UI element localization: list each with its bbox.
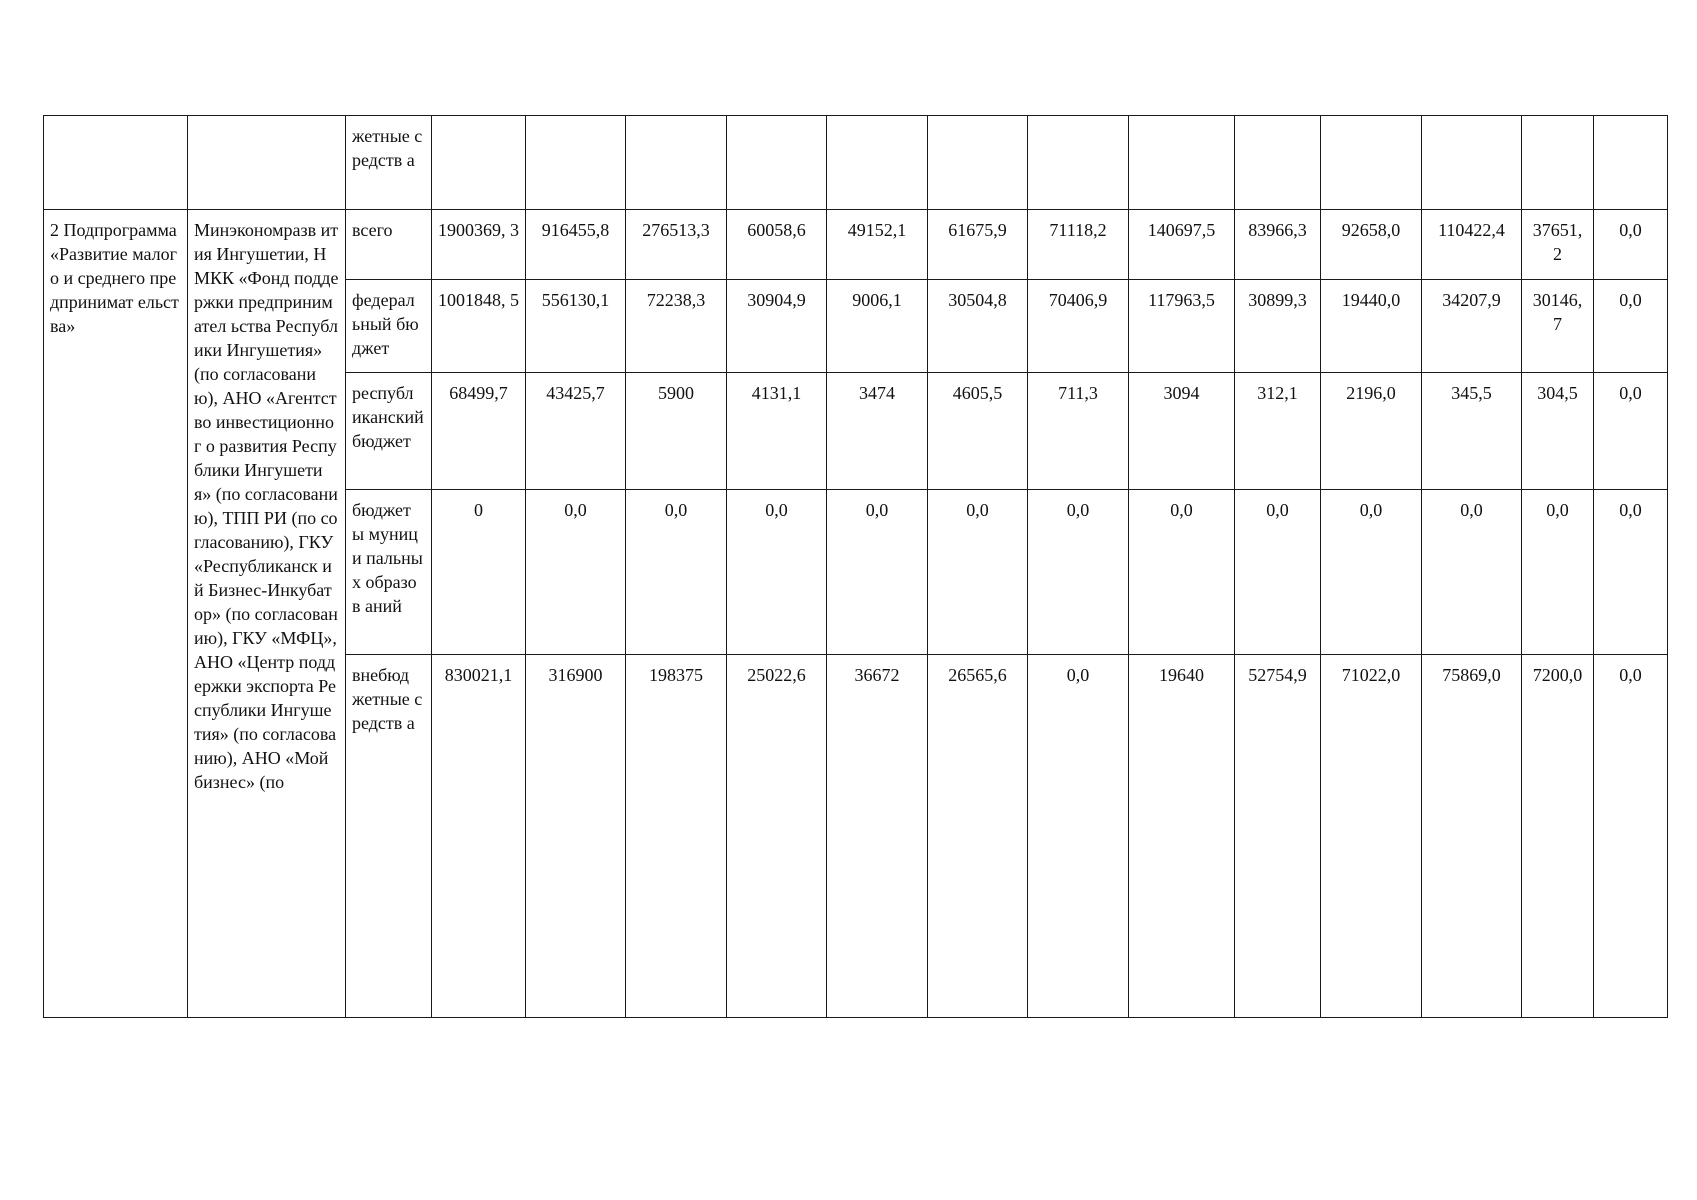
cell-empty [526,116,626,210]
value-cell: 0,0 [1321,490,1422,655]
value-cell: 19440,0 [1321,280,1422,373]
value-cell: 0,0 [1028,490,1129,655]
value-cell: 71022,0 [1321,655,1422,1018]
value-cell: 34207,9 [1422,280,1522,373]
value-cell: 92658,0 [1321,210,1422,280]
value-cell: 140697,5 [1129,210,1235,280]
value-cell: 0,0 [626,490,727,655]
table-row-total [44,210,1668,280]
value-cell: 0,0 [1235,490,1321,655]
value-cell: 711,3 [1028,373,1129,490]
value-cell: 117963,5 [1129,280,1235,373]
value-cell: 916455,8 [526,210,626,280]
value-cell: 3094 [1129,373,1235,490]
value-cell: 52754,9 [1235,655,1321,1018]
value-cell: 0,0 [1129,490,1235,655]
value-cell: 0,0 [928,490,1028,655]
cell-empty [928,116,1028,210]
value-cell: 198375 [626,655,727,1018]
value-cell: 7200,0 [1522,655,1594,1018]
value-cell: 3474 [827,373,928,490]
cell-empty [432,116,526,210]
source-cell: внебюд жетные средств а [346,655,432,1018]
value-cell: 4131,1 [727,373,827,490]
value-cell: 30899,3 [1235,280,1321,373]
value-cell: 2196,0 [1321,373,1422,490]
value-cell: 0,0 [1422,490,1522,655]
cell-empty [1594,116,1668,210]
value-cell: 0,0 [727,490,827,655]
value-cell: 71118,2 [1028,210,1129,280]
value-cell: 61675,9 [928,210,1028,280]
value-cell: 1001848, 5 [432,280,526,373]
cell-empty [1321,116,1422,210]
value-cell: 9006,1 [827,280,928,373]
value-cell: 110422,4 [1422,210,1522,280]
value-cell: 0,0 [1594,210,1668,280]
value-cell: 830021,1 [432,655,526,1018]
source-cell: бюджет ы муници пальных образов аний [346,490,432,655]
source-cell: республ иканский бюджет [346,373,432,490]
cell-empty [727,116,827,210]
value-cell: 0,0 [1522,490,1594,655]
value-cell: 4605,5 [928,373,1028,490]
value-cell: 60058,6 [727,210,827,280]
value-cell: 30504,8 [928,280,1028,373]
value-cell: 0,0 [1594,655,1668,1018]
cell-empty [1028,116,1129,210]
value-cell: 316900 [526,655,626,1018]
cell-empty [188,116,346,210]
source-cell: всего [346,210,432,280]
value-cell: 83966,3 [1235,210,1321,280]
value-cell: 70406,9 [1028,280,1129,373]
value-cell: 75869,0 [1422,655,1522,1018]
value-cell: 556130,1 [526,280,626,373]
value-cell: 304,5 [1522,373,1594,490]
budget-table [43,115,1668,1018]
value-cell: 36672 [827,655,928,1018]
value-cell: 5900 [626,373,727,490]
value-cell: 0,0 [1028,655,1129,1018]
cell-empty [1422,116,1522,210]
cell-empty [1235,116,1321,210]
cell-empty [1129,116,1235,210]
cell-empty [1522,116,1594,210]
value-cell: 30904,9 [727,280,827,373]
value-cell: 68499,7 [432,373,526,490]
value-cell: 0,0 [1594,280,1668,373]
value-cell: 72238,3 [626,280,727,373]
value-cell: 26565,6 [928,655,1028,1018]
source-cell: жетные средств а [346,116,432,210]
cell-empty [44,116,188,210]
value-cell: 43425,7 [526,373,626,490]
table-row-continued [44,116,1668,210]
value-cell: 0,0 [1594,490,1668,655]
value-cell: 37651, 2 [1522,210,1594,280]
value-cell: 0,0 [526,490,626,655]
value-cell: 49152,1 [827,210,928,280]
value-cell: 30146, 7 [1522,280,1594,373]
subprogram-name: 2 Подпрограмма «Развитие малого и среднего предпринимат ельства» [44,210,188,1018]
subprogram-executors: Минэкономразв ития Ингушетии, НМКК «Фонд поддержки предпринимател ьства Республики Ингушетия» (по согласованию), АНО «Агентство инвестиционног о развития Республики Ингушетия» (по согласованию), ТПП РИ (по согласованию), ГКУ «Республиканск ий Бизнес-Инкубатор» (по согласованию), ГКУ «МФЦ», АНО «Центр поддержки экспорта Республики Ингушетия» (по согласованию), АНО «Мой бизнес» (по [188,210,346,1018]
value-cell: 345,5 [1422,373,1522,490]
value-cell: 19640 [1129,655,1235,1018]
value-cell: 0 [432,490,526,655]
value-cell: 0,0 [827,490,928,655]
cell-empty [827,116,928,210]
value-cell: 1900369, 3 [432,210,526,280]
cell-empty [626,116,727,210]
source-cell: федерал ьный бюджет [346,280,432,373]
value-cell: 0,0 [1594,373,1668,490]
value-cell: 312,1 [1235,373,1321,490]
value-cell: 25022,6 [727,655,827,1018]
value-cell: 276513,3 [626,210,727,280]
